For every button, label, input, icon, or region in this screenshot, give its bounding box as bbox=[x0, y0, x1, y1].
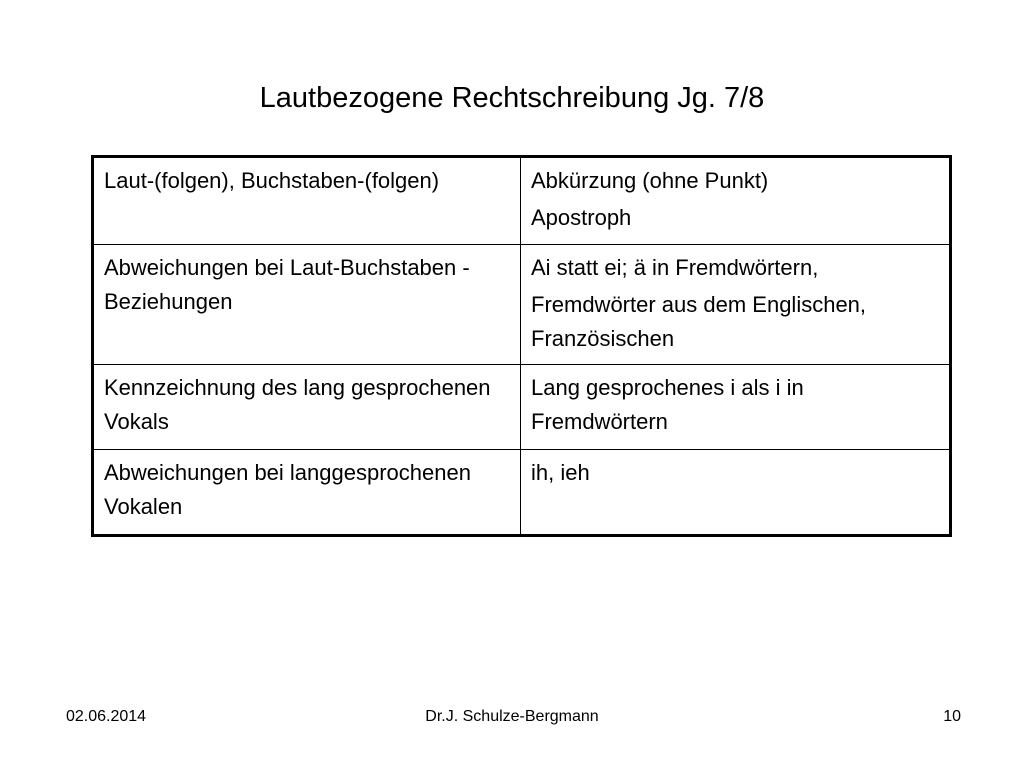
footer-date: 02.06.2014 bbox=[66, 708, 147, 725]
table-row bbox=[93, 157, 951, 245]
cell-text: Laut-(folgen), Buchstaben-(folgen) bbox=[104, 168, 440, 193]
cell-paragraph: Abkürzung (ohne Punkt) bbox=[531, 168, 769, 193]
table-cell-right bbox=[521, 450, 951, 536]
table-cell-right bbox=[521, 365, 951, 450]
table-row bbox=[93, 245, 951, 365]
cell-text: Abweichungen bei langgesprochenen Vokalen bbox=[104, 460, 471, 519]
table-cell-left bbox=[93, 450, 521, 536]
slide-title: Lautbezogene Rechtschreibung Jg. 7/8 bbox=[259, 82, 765, 114]
table-cell-right bbox=[521, 157, 951, 245]
cell-text: Abweichungen bei Laut-Buchstaben -Beziehungen bbox=[104, 255, 470, 314]
page-number: 10 bbox=[943, 708, 961, 725]
cell-paragraph: Lang gesprochenes i als i in Fremdwörtern bbox=[531, 375, 804, 434]
cell-paragraph: Ai statt ei; ä in Fremdwörtern, bbox=[531, 255, 819, 280]
footer-author: Dr.J. Schulze-Bergmann bbox=[425, 708, 599, 725]
table-row bbox=[93, 365, 951, 450]
table-cell-left bbox=[93, 245, 521, 365]
table-cell-right bbox=[521, 245, 951, 365]
content-table bbox=[91, 155, 952, 537]
cell-text: Kennzeichnung des lang gesprochenen Vokals bbox=[104, 375, 491, 434]
cell-paragraph: ih, ieh bbox=[531, 460, 590, 485]
table-cell-left bbox=[93, 157, 521, 245]
cell-paragraph: Fremdwörter aus dem Englischen, Französischen bbox=[531, 292, 867, 351]
table-cell-left bbox=[93, 365, 521, 450]
cell-paragraph: Apostroph bbox=[531, 205, 632, 230]
table-row bbox=[93, 450, 951, 536]
